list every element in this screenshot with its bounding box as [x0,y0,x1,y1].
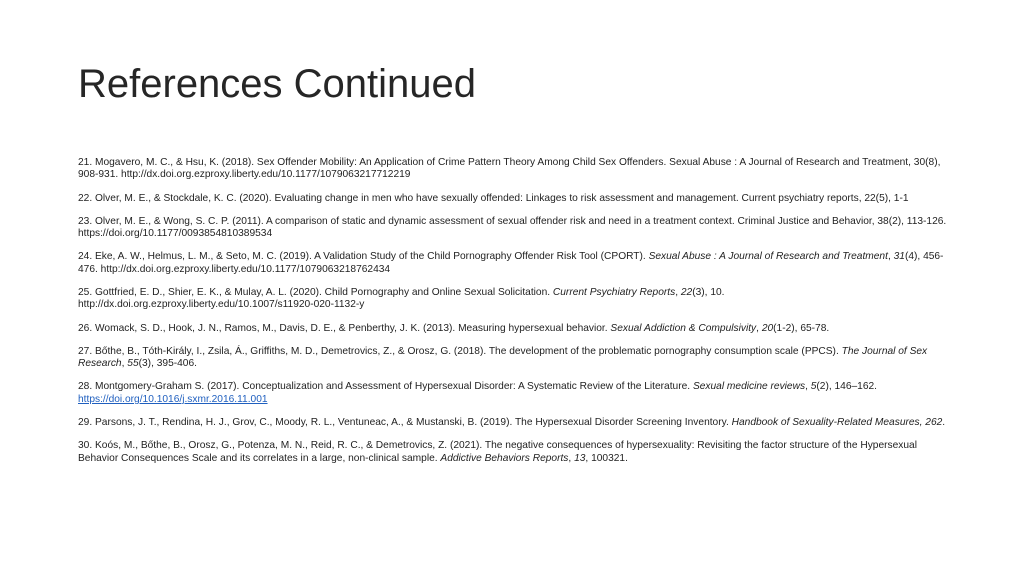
reference-item [78,440,948,465]
slide-title: References Continued [78,62,477,106]
reference-text: 24. Eke, A. W., Helmus, L. M., & Seto, M. C. (2019). A Validation Study of the Child Pornography Offender Risk Tool (CPORT). [78,251,649,263]
reference-item [78,417,948,429]
reference-italic-text: Sexual Abuse : A Journal of Research and Treatment [648,251,888,263]
reference-italic-text: Handbook of Sexuality-Related Measures, 262 [731,417,943,429]
reference-text: 25. Gottfried, E. D., Shier, E. K., & Mulay, A. L. (2020). Child Pornography and Online Sexual Solicitation. [78,287,553,299]
reference-item [78,346,948,371]
reference-text: . [942,417,946,429]
reference-text: (3), 10. http://dx.doi.org.ezproxy.liberty.edu/10.1007/s11920-020-1132-y [78,287,725,311]
reference-italic-text: The Journal of Sex Research [78,345,928,370]
reference-text: 26. Womack, S. D., Hook, J. N., Ramos, M., Davis, D. E., & Penberthy, J. K. (2013). Measuring hypersexual behavior. [78,322,611,334]
reference-item [78,323,948,335]
reference-text: (1-2), 65-78. [773,322,830,334]
reference-text: , [121,358,128,370]
reference-text: , 100321. [585,452,628,464]
reference-text: 27. Bőthe, B., Tóth-Király, I., Zsila, Á., Griffiths, M. D., Demetrovics, Z., & Orosz, G. (2018). The development of the problematic pornography consumption scale (PPCS). [78,345,842,357]
reference-text: (2), 146–162. [816,381,878,393]
reference-text: 28. Montgomery-Graham S. (2017). Conceptualization and Assessment of Hypersexual Disorder: A Systematic Review of the Literature. [78,381,693,393]
reference-item [78,287,948,312]
reference-item [78,157,948,182]
reference-italic-text: Sexual Addiction & Compulsivity [610,322,757,334]
reference-item [78,216,948,241]
reference-italic-text: 22 [680,287,693,299]
reference-italic-text: 5 [810,381,817,393]
reference-italic-text: 13 [574,452,586,464]
reference-text: , [675,287,681,299]
reference-text: 22. Olver, M. E., & Stockdale, K. C. (2020). Evaluating change in men who have sexually offended: Linkages to risk assessment and management. Current psychiatry reports, 22(5), 1-1 [78,192,909,204]
reference-text: (4), 456-476. http://dx.doi.org.ezproxy.liberty.edu/10.1177/1079063218762434 [78,251,944,275]
reference-text: 21. Mogavero, M. C., & Hsu, K. (2018). Sex Offender Mobility: An Application of Crime Pattern Theory Among Child Sex Offenders. Sexual Abuse : A Journal of Research and Treatment, 30(8), 908-931. http://dx.doi.org.ezproxy.liberty.edu/10.1177/1079063217712219 [78,157,941,181]
reference-text: , [805,381,811,393]
reference-text: 23. Olver, M. E., & Wong, S. C. P. (2011). A comparison of static and dynamic assessment of sexual offender risk and need in a treatment context. Criminal Justice and Behavior, 38(2), 113-126. https://doi.org/10.1177/0093854810389534 [78,215,947,240]
reference-italic-text: 55 [127,358,139,370]
reference-text: 30. Koós, M., Bőthe, B., Orosz, G., Potenza, M. N., Reid, R. C., & Demetrovics, Z. (2021). The negative consequences of hypersexuality: Revisiting the factor structure of the Hypersexual Behavior Consequences Scale and its correlates in a large, non-clinical sample. [78,440,917,464]
reference-text: , [887,251,894,263]
reference-text: , [756,322,762,334]
reference-italic-text: Addictive Behaviors Reports [440,452,569,464]
reference-item [78,193,948,205]
reference-item [78,251,948,276]
reference-italic-text: Sexual medicine reviews [692,381,806,393]
reference-item [78,381,948,406]
reference-text: 29. Parsons, J. T., Rendina, H. J., Grov, C., Moody, R. L., Ventuneac, A., & Mustanski, B. (2019). The Hypersexual Disorder Screening Inventory. [78,417,732,429]
reference-text: , [568,452,575,464]
reference-italic-text: 31 [893,251,905,263]
reference-italic-text: Current Psychiatry Reports [552,287,676,299]
reference-italic-text: 20 [761,322,774,334]
references-list [78,157,948,476]
reference-link[interactable]: https://doi.org/10.1016/j.sxmr.2016.11.001 [78,393,268,405]
reference-text: (3), 395-406. [138,358,197,370]
